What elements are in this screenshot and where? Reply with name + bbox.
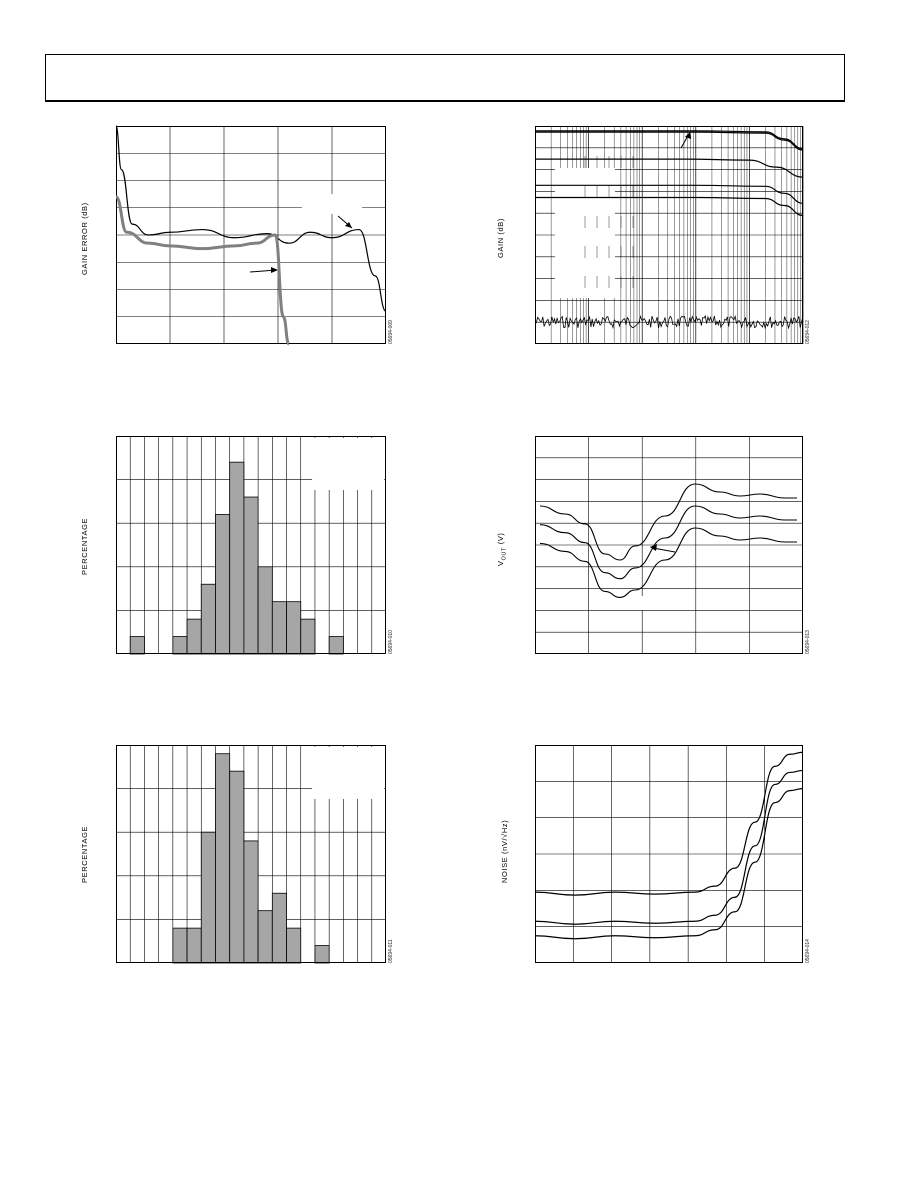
vout-series-2-line [540,506,797,579]
histogram-1-bar-12 [272,602,286,654]
histogram-1-figure-id: 05694-010 [388,630,394,654]
vout-ylabel-unit: (V) [496,532,505,547]
histogram-2-bar-13 [287,928,301,963]
gain-error-series-1-line [116,126,386,311]
gain-error-chart [116,126,386,344]
histogram-1-bar-7 [201,584,215,654]
gain-error-figure-id: 05694-009 [388,320,394,344]
histogram-2-figure-id: 05694-011 [388,939,394,963]
histogram-2-bar-7 [201,832,215,963]
gain-error-series-2-line [116,197,289,344]
histogram-1-ylabel: PERCENTAGE [80,517,89,575]
histogram-1-bar-8 [215,514,229,654]
noise-series-3-line [535,789,803,939]
vout-ylabel [496,532,508,566]
histogram-2-bar-5 [173,928,187,963]
histogram-2-bar-12 [272,893,286,963]
label-patch [302,194,362,214]
vout-ylabel-v: V [496,560,505,566]
page-header-box [45,54,845,102]
histogram-2-plot [116,745,386,963]
histogram-2-bar-8 [215,754,229,963]
histogram-2-ylabel: PERCENTAGE [80,825,89,883]
histogram-1-bar-5 [173,637,187,654]
noise-ylabel: NOISE (nV/√Hz) [500,819,509,883]
gain-figure-id: 05694-012 [805,320,811,344]
noise-chart [535,745,803,963]
legend-patch [312,747,384,799]
noise-plot [535,745,803,963]
noise-figure-id: 05694-014 [805,939,811,963]
histogram-2-bar-6 [187,928,201,963]
vout-chart [535,436,803,654]
histogram-1-bar-2 [130,637,144,654]
gain-series-2-line [535,132,803,150]
annotation-arrowhead [271,267,278,273]
label-patch [615,596,655,610]
histogram-2-bar-9 [230,771,244,963]
legend-patch [312,438,384,490]
histogram-1-bar-13 [287,602,301,654]
gain-chart [535,126,803,344]
histogram-1-bar-9 [230,462,244,654]
histogram-1-bar-14 [301,619,315,654]
histogram-1-bar-10 [244,497,258,654]
histogram-1-plot [116,436,386,654]
gain-error-plot [116,126,386,344]
gain-plot [535,126,803,344]
vout-plot [535,436,803,654]
histogram-1-bar-6 [187,619,201,654]
histogram-2-bar-11 [258,911,272,963]
histogram-2-bar-15 [315,946,329,963]
vout-ylabel-sub: OUT [501,546,508,561]
annotation-arrowhead [685,132,691,139]
vout-series-3-line [540,528,797,597]
histogram-2-bar-10 [244,841,258,963]
vout-series-1-line [540,484,797,560]
histogram-1-bar-16 [329,637,343,654]
gain-error-ylabel: GAIN ERROR (dB) [80,202,89,275]
histogram-1-chart [116,436,386,654]
gain-ylabel: GAIN (dB) [496,218,505,258]
noise-series-1-line [535,752,803,895]
vout-figure-id: 05694-013 [805,630,811,654]
histogram-2-chart [116,745,386,963]
histogram-1-bar-11 [258,567,272,654]
